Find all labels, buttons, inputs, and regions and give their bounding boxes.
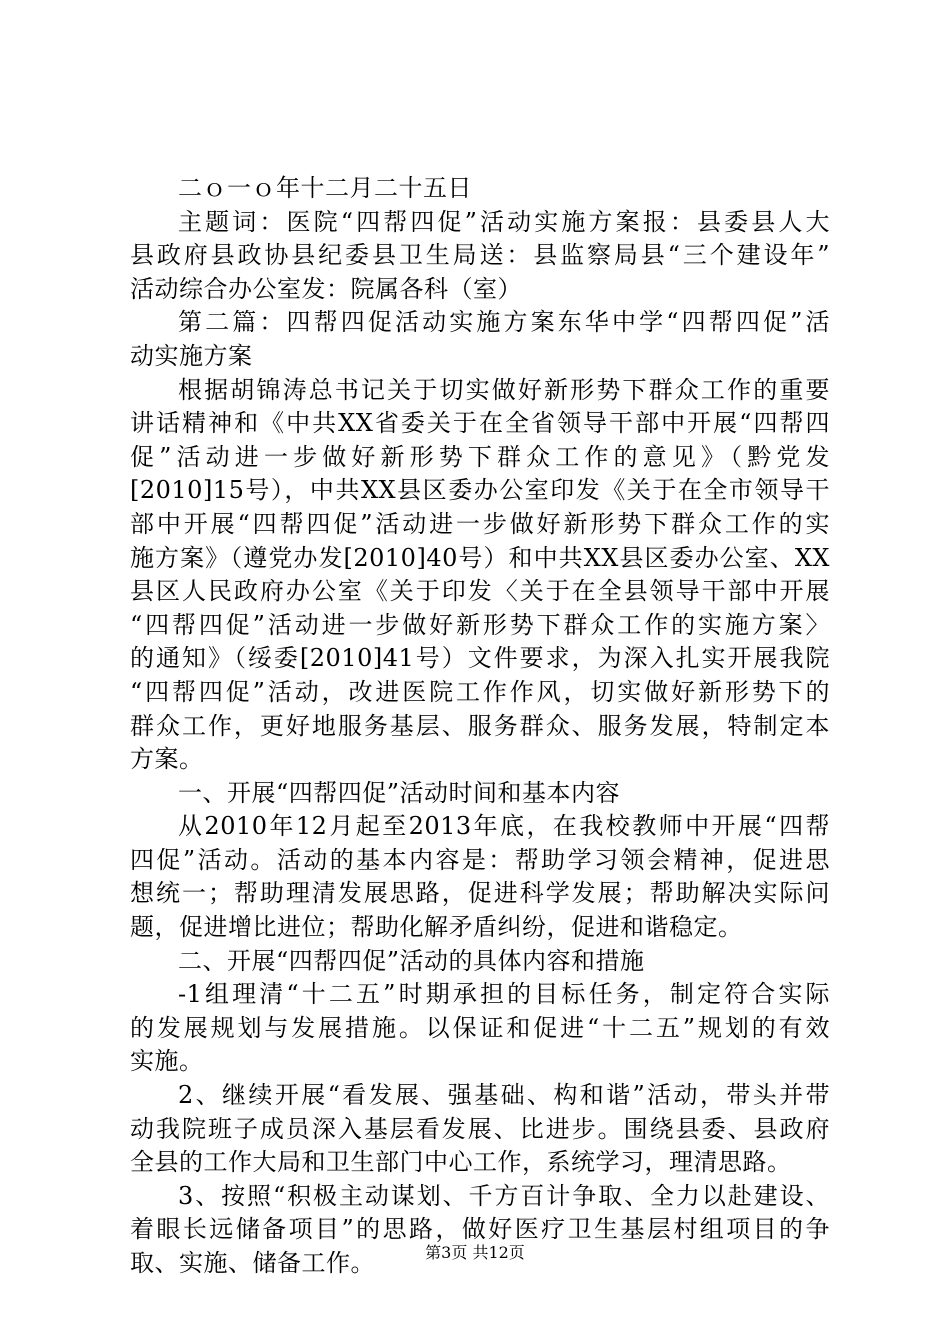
text-line: 想统一；帮助理清发展思路，促进科学发展；帮助解决实际问 [130, 879, 830, 908]
page-number: 第3页 共12页 [425, 1243, 525, 1262]
text-line: 实施。 [130, 1047, 204, 1076]
text-line: -1组理清“十二五”时期承担的目标任务，制定符合实际 [178, 980, 830, 1009]
text-line: 施方案》（遵党办发[2010]40号）和中共XX县区委办公室、XX [130, 543, 830, 572]
text-line: 促”活动进一步做好新形势下群众工作的意见》（黔党发 [130, 442, 830, 471]
text-line: 二ｏ一ｏ年十二月二十五日 [178, 174, 472, 202]
text-line: 动实施方案 [130, 341, 253, 370]
text-line: 根据胡锦涛总书记关于切实做好新形势下群众工作的重要 [178, 375, 830, 404]
text-line: 着眼长远储备项目”的思路，做好医疗卫生基层村组项目的争 [130, 1215, 830, 1244]
text-line: 县政府县政协县纪委县卫生局送：县监察局县“三个建设年” [130, 241, 830, 270]
text-line: 2、继续开展“看发展、强基础、构和谐”活动，带头并带 [178, 1081, 830, 1110]
text-line: “四帮四促”活动进一步做好新形势下群众工作的实施方案〉 [130, 610, 830, 639]
text-line: 一、开展“四帮四促”活动时间和基本内容 [178, 778, 621, 807]
text-line: 从2010年12月起至2013年底，在我校教师中开展“四帮 [178, 812, 830, 841]
text-line: 部中开展“四帮四促”活动进一步做好新形势下群众工作的实 [130, 509, 830, 538]
text-line: [2010]15号），中共XX县区委办公室印发《关于在全市领导干 [130, 476, 830, 505]
text-line: 动我院班子成员深入基层看发展、比进步。围绕县委、县政府 [130, 1114, 830, 1143]
text-line: 讲话精神和《中共XX省委关于在全省领导干部中开展“四帮四 [130, 409, 830, 438]
text-line: 全县的工作大局和卫生部门中心工作，系统学习，理清思路。 [130, 1148, 792, 1177]
text-line: 第二篇：四帮四促活动实施方案东华中学“四帮四促”活 [178, 308, 830, 337]
text-line: 二、开展“四帮四促”活动的具体内容和措施 [178, 946, 645, 975]
text-line: 四促”活动。活动的基本内容是：帮助学习领会精神，促进思 [130, 845, 830, 874]
text-line: 的通知》（绥委[2010]41号）文件要求，为深入扎实开展我院 [130, 644, 830, 673]
text-line: 3、按照“积极主动谋划、千方百计争取、全力以赴建设、 [178, 1181, 830, 1210]
text-line: 群众工作，更好地服务基层、服务群众、服务发展，特制定本 [130, 711, 830, 740]
text-line: 题，促进增比进位；帮助化解矛盾纠纷，促进和谐稳定。 [130, 913, 743, 942]
text-line: 方案。 [130, 745, 204, 774]
text-line: 的发展规划与发展措施。以保证和促进“十二五”规划的有效 [130, 1013, 830, 1042]
page-footer [0, 1243, 950, 1263]
text-line: 主题词：医院“四帮四促”活动实施方案报：县委县人大 [178, 207, 830, 236]
text-line: 取、实施、储备工作。 [130, 1249, 375, 1277]
document-body [130, 172, 830, 1281]
text-line: 活动综合办公室发：院属各科（室） [130, 274, 522, 303]
text-line: 县区人民政府办公室《关于印发〈关于在全县领导干部中开展 [130, 577, 830, 606]
text-line: “四帮四促”活动，改进医院工作作风，切实做好新形势下的 [130, 677, 830, 706]
